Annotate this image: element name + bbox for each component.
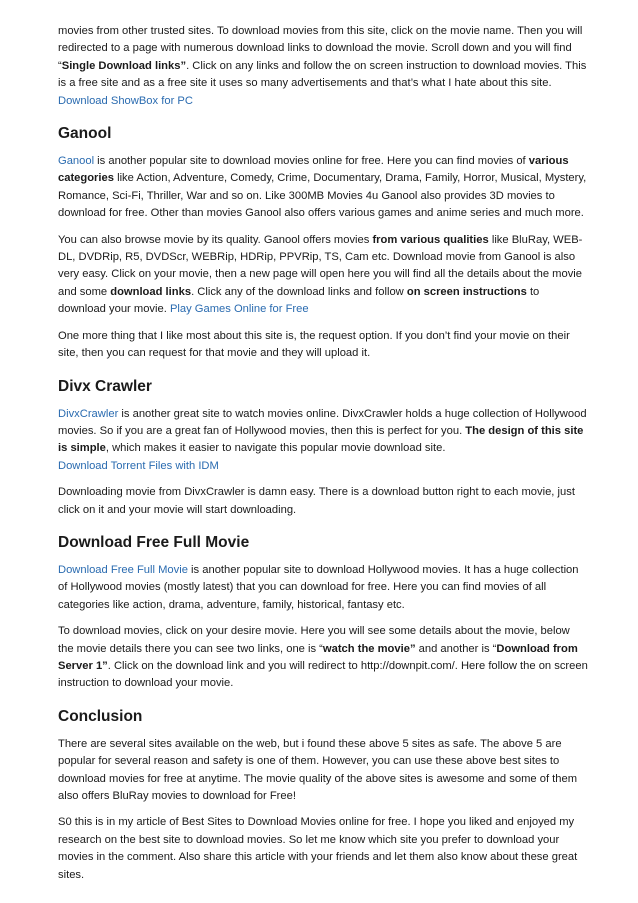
dfff-link[interactable]: Download Free Full Movie [58,563,188,576]
play-games-link[interactable]: Play Games Online for Free [169,303,309,316]
dfff-heading: Download Free Full Movie [58,533,250,551]
torrent-idm-link[interactable]: Download Torrent Files with IDM [58,459,219,472]
conclusion-paragraph-1: There are several sites available on the web, but i found these above 5 sites as safe. The above 5 are popular for several reason and safety is one of them. However, you can use these above best sites to download movies for free at anytime. The movie quality of the above sites is awesome and some of them also offers BluRay movies to download for Free! [58,737,578,802]
divx-paragraph-1: DivxCrawler is another great site to watch movies online. DivxCrawler holds a huge collection of Hollywood movies. So if you are a great fan of Hollywood movies, then this is perfect for you. The design of this site is simple, which makes it easier to navigate this popular movie download site. Download Torrent Files with IDM [58,407,587,472]
ganool-heading: Ganool [58,125,112,143]
divx-paragraph-2: Downloading movie from DivxCrawler is damn easy. There is a download button right to each movie, just click on it and your movie will start downloading. [58,486,575,516]
ganool-paragraph-1: Ganool is another popular site to download movies online for free. Here you can find movies of various categories like Action, Adventure, Comedy, Crime, Documentary, Drama, Family, Horror, Musical, Mystery, Romance, Sci-Fi, Thriller, War and so on. Like 300MB Movies 4u Ganool also provides 3D movies to download for free. Other than movies Ganool also offers various games and anime series and much more. [58,155,587,220]
conclusion-heading: Conclusion [58,707,143,725]
divxcrawler-link[interactable]: DivxCrawler [58,407,119,420]
ganool-link[interactable]: Ganool [58,155,95,168]
showbox-link[interactable]: Download ShowBox for PC [58,94,193,107]
dfff-paragraph-1: Download Free Full Movie is another popular site to download Hollywood movies. It has a huge collection of Hollywood movies (mostly latest) that you can download for free. Here you can find movies of all categories like action, drama, adventure, family, historical, fantasy etc. [58,563,579,611]
ganool-paragraph-3: One more thing that I like most about this site is, the request option. If you don’t find your movie on their site, then you can request for that movie and they will upload it. [58,329,570,360]
divx-heading: Divx Crawler [58,377,152,395]
conclusion-paragraph-2: S0 this is in my article of Best Sites to Download Movies online for free. I hope you liked and enjoyed my research on the best site to download movies. So let me know which site you prefer to download your movies in the comment. Also share this article with your friends and let them also know about these great sites. [58,816,578,881]
intro-paragraph: movies from other trusted sites. To download movies from this site, click on the movie name. Then you will redirected to a page with numerous download links to download the movie. Scroll down and you will find “Single Download links”. Click on any links and follow the on screen instruction to download movies. This is a free site and as a free site it uses so many advertisements and that’s what I hate about this site. Download ShowBox for PC [58,25,587,107]
ganool-paragraph-2: You can also browse movie by its quality. Ganool offers movies from various qualities like BluRay, WEB-DL, DVDRip, R5, DVDScr, WEBRip, HDRip, PPVRip, TS, Cam etc. Download movie from Ganool is also very easy. Click on your movie, then a new page will open here you will find all the details about the movie and some download links. Click any of the download links and follow on screen instructions to download your movie. Play Games Online for Free [58,233,583,316]
dfff-paragraph-2: To download movies, click on your desire movie. Here you will see some details about the movie, below the movie details there you can see two links, one is “watch the movie” and another is “Download from Server 1”. Click on the download link and you will redirect to http://downpit.com/. Here follow the on screen instruction to download your movie. [58,625,588,690]
